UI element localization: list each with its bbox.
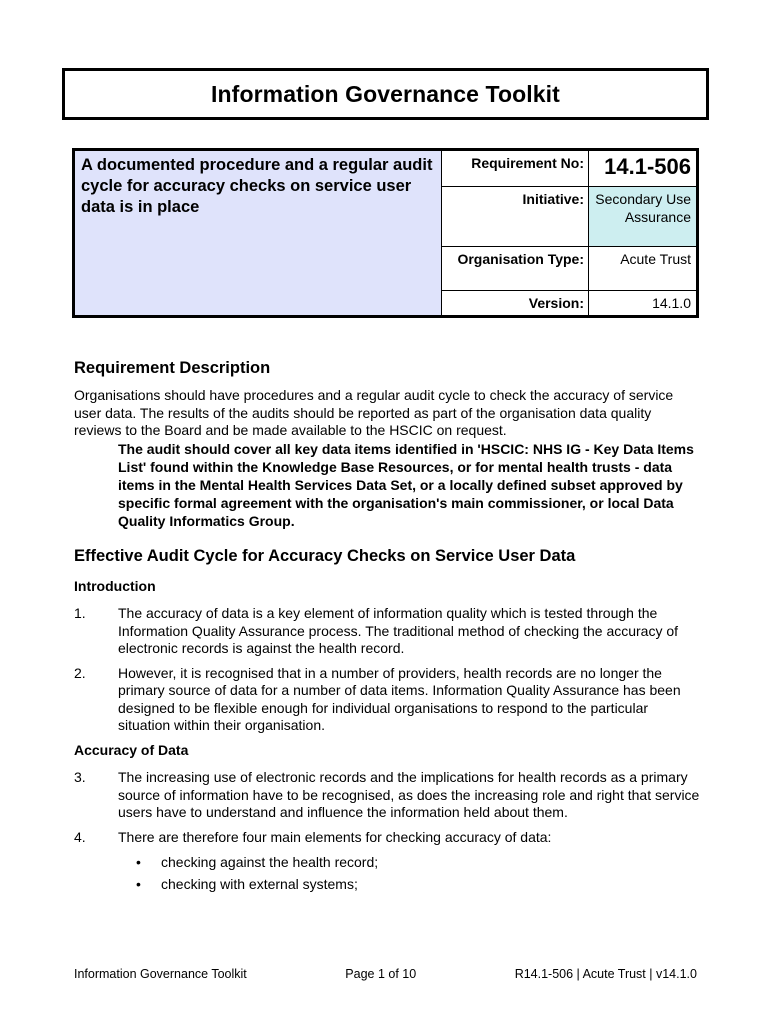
description-paragraph: Organisations should have procedures and a regular audit cycle to check the accuracy of service user data. The results of the audits should be reported as part of the organisation data quality reviews to the Board and be made available to the HSCIC on request. — [74, 387, 674, 438]
bullet-text: checking with external systems; — [161, 876, 358, 892]
bullet-text: checking against the health record; — [161, 854, 379, 870]
document-body — [74, 358, 700, 897]
requirement-fields — [442, 151, 696, 315]
bullet-item — [136, 875, 700, 893]
list-item — [74, 665, 700, 735]
item-number: 1. — [74, 605, 86, 621]
title-box — [62, 68, 709, 120]
field-label: Requirement No: — [442, 151, 589, 186]
document-title: Information Governance Toolkit — [211, 80, 560, 107]
item-text: There are therefore four main elements for checking accuracy of data: — [118, 828, 552, 845]
section-heading: Effective Audit Cycle for Accuracy Checks on Service User Data — [74, 546, 576, 565]
requirement-number: 14.1-506 — [604, 154, 691, 179]
item-number: 4. — [74, 828, 86, 845]
list-item — [74, 605, 700, 658]
page-footer — [74, 967, 697, 981]
initiative-value: Secondary Use Assurance — [589, 187, 696, 246]
field-row-organisation-type — [442, 247, 696, 291]
bullet-item — [136, 853, 700, 871]
subheading-accuracy: Accuracy of Data — [74, 741, 189, 758]
audit-scope-paragraph: The audit should cover all key data items identified in 'HSCIC: NHS IG - Key Data Items List' found within the Knowledge Base Resources, or for mental health trusts - data items in the Mental Health Services Data Set, or a locally defined subset approved by specific formal agreement with the organisation's main commissioner, or local Data Quality Informatics Group. — [118, 440, 694, 529]
item-number: 3. — [74, 769, 86, 785]
list-item — [74, 829, 700, 847]
field-row-requirement-no — [442, 151, 696, 187]
version-value: 14.1.0 — [652, 295, 691, 311]
item-text: The accuracy of data is a key element of information quality which is tested through the Information Quality Assurance process. The traditional method of checking the accuracy of electronic records is against the health record. — [118, 605, 679, 656]
field-label: Version: — [442, 291, 589, 315]
field-label: Organisation Type: — [442, 247, 589, 290]
field-label: Initiative: — [442, 187, 589, 246]
bullet-list — [74, 853, 700, 893]
footer-right: R14.1-506 | Acute Trust | v14.1.0 — [514, 967, 697, 981]
bullet-icon: • — [136, 876, 141, 892]
field-row-initiative — [442, 187, 696, 247]
list-item — [74, 769, 700, 822]
requirement-table — [72, 148, 699, 318]
requirement-statement: A documented procedure and a regular audit cycle for accuracy checks on service user data is in place — [75, 151, 442, 315]
item-text: The increasing use of electronic records and the implications for health records as a primary source of information have to be recognised, as does the increasing role and right that service users have to understand and influence the information held about them. — [118, 769, 700, 820]
footer-left: Information Governance Toolkit — [74, 967, 247, 981]
footer-page-number: Page 1 of 10 — [345, 967, 417, 981]
subheading-introduction: Introduction — [74, 577, 156, 594]
organisation-type-value: Acute Trust — [620, 251, 691, 267]
section-heading: Requirement Description — [74, 359, 271, 377]
item-number: 2. — [74, 664, 86, 681]
item-text: However, it is recognised that in a number of providers, health records are no longer the primary source of data for a number of data items. Information Quality Assurance has been designed to be flexible enough for individual organisations to respond to the particular situation within their organisation. — [118, 664, 681, 733]
bullet-icon: • — [136, 854, 141, 870]
field-row-version — [442, 291, 696, 315]
